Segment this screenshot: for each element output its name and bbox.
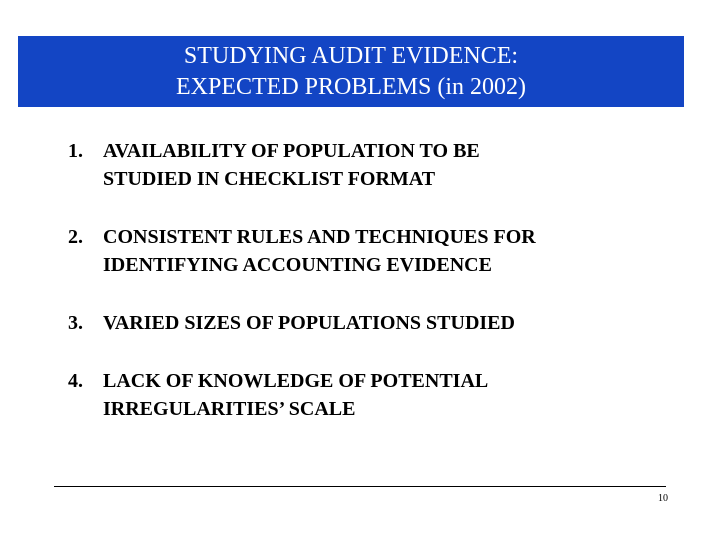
item-line: LACK OF KNOWLEDGE OF POTENTIAL: [103, 370, 489, 392]
item-number: 3.: [68, 312, 83, 334]
slide-title-line-1: STUDYING AUDIT EVIDENCE:: [183, 42, 519, 69]
item-line: IDENTIFYING ACCOUNTING EVIDENCE: [103, 254, 492, 276]
item-text: [103, 309, 515, 337]
item-text: [103, 367, 488, 423]
list-item: [68, 367, 688, 423]
item-number: 2.: [68, 226, 83, 248]
list-item: [68, 223, 688, 279]
slide-title-line-2: EXPECTED PROBLEMS (in 2002): [175, 73, 526, 100]
item-line: IRREGULARITIES’ SCALE: [103, 398, 356, 420]
title-banner: [18, 36, 684, 107]
item-number: 1.: [68, 140, 83, 162]
item-line: CONSISTENT RULES AND TECHNIQUES FOR: [103, 226, 536, 248]
item-text: [103, 223, 536, 279]
item-line: AVAILABILITY OF POPULATION TO BE: [103, 140, 480, 162]
list-item: [68, 137, 688, 193]
item-number: 4.: [68, 370, 83, 392]
list-item: [68, 309, 688, 337]
item-line: VARIED SIZES OF POPULATIONS STUDIED: [103, 312, 515, 334]
item-line: STUDIED IN CHECKLIST FORMAT: [103, 168, 436, 190]
page-number: 10: [658, 493, 668, 504]
item-text: [103, 137, 480, 193]
problem-list: [68, 137, 688, 453]
footer-divider: [54, 486, 666, 487]
